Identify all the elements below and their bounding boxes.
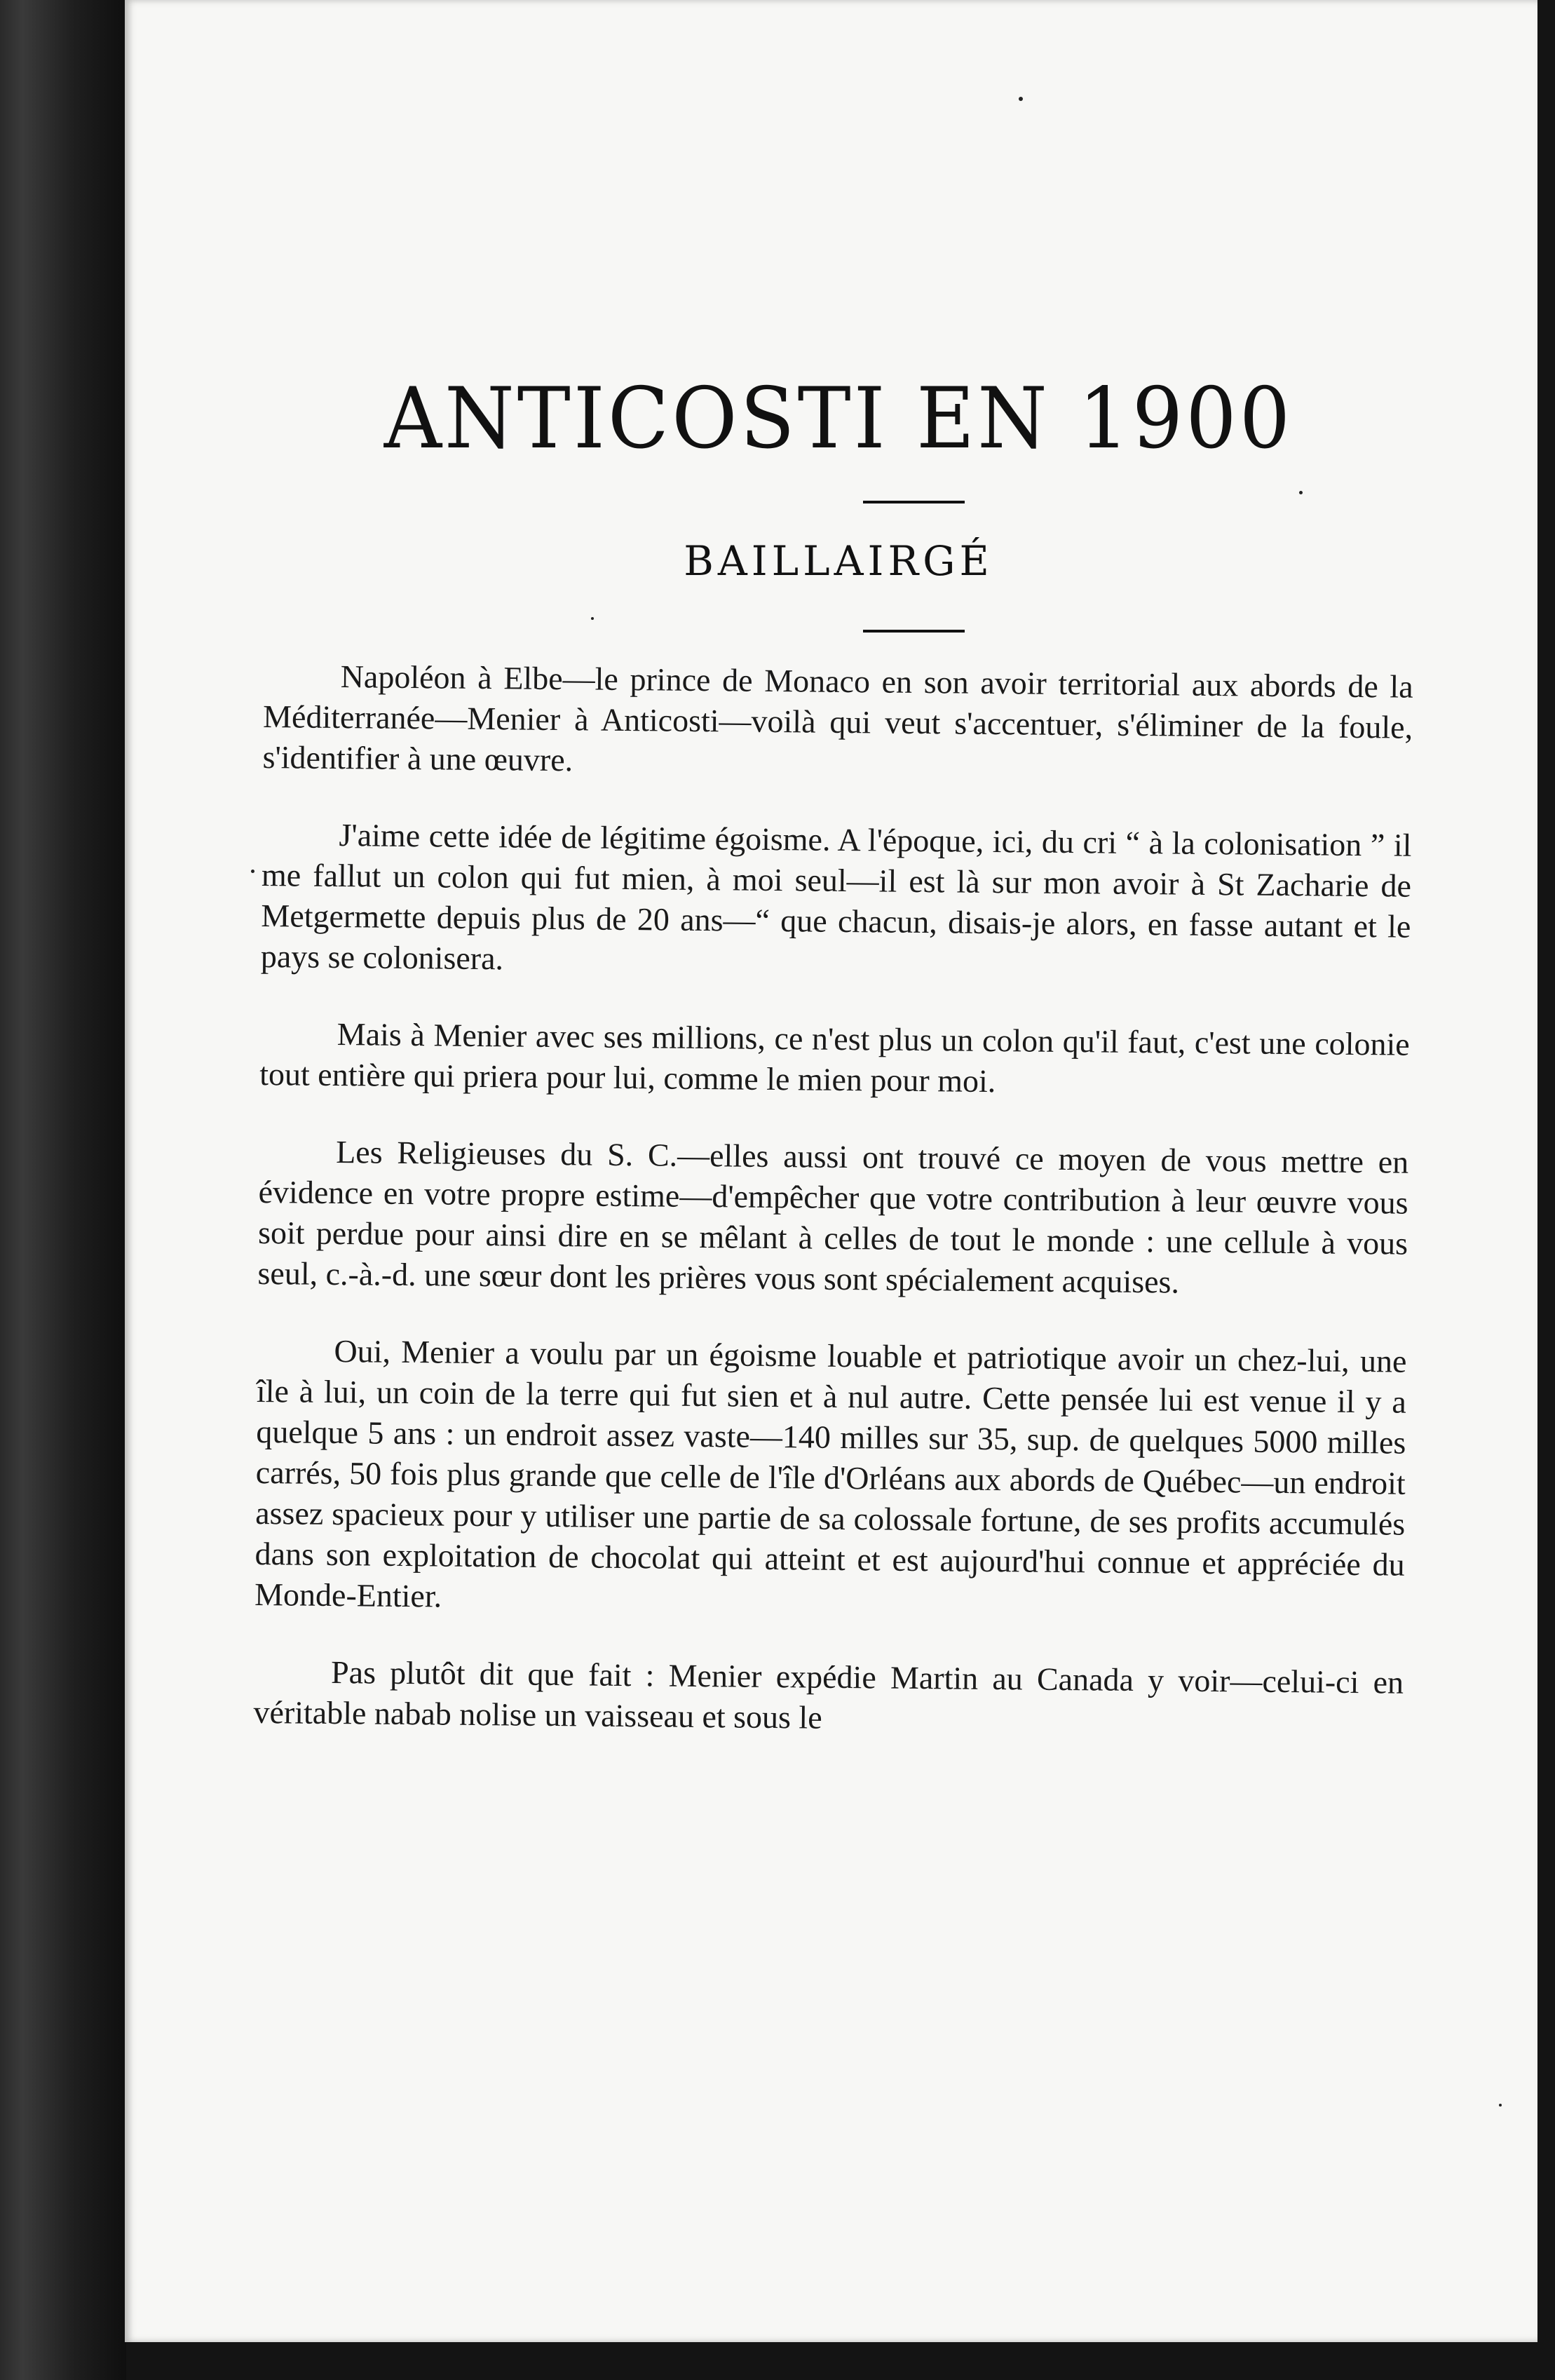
- author-name: BAILLAIRGÉ: [684, 537, 993, 585]
- page-sheet: [125, 0, 1537, 2342]
- paragraph: Mais à Menier avec ses millions, ce n'est plus un colon qu'il faut, c'est une colonie tout entière qui priera pour lui, comme le mien pour moi.: [259, 1016, 1411, 1100]
- paragraph: Napoléon à Elbe—le prince de Monaco en son avoir territorial aux abords de la Méditerranée—Menier à Anticosti—voilà qui veut s'accentuer, s'éliminer de la foule, s'identifier à une œuvre.: [262, 658, 1413, 778]
- page-title: ANTICOSTI EN 1900: [383, 369, 1293, 468]
- scan-speck: [251, 870, 254, 873]
- title-divider: [863, 501, 965, 503]
- scan-speck: [1499, 2104, 1502, 2107]
- body-text: [253, 656, 1413, 1780]
- scan-speck: [1299, 491, 1303, 494]
- paragraph: Pas plutôt dit que fait : Menier expédie Martin au Canada y voir—celui-ci en véritable nabab nolise un vaisseau et sous le: [253, 1654, 1404, 1736]
- paragraph: Les Religieuses du S. C.—elles aussi ont trouvé ce moyen de vous mettre en évidence en votre propre estime—d'empêcher que votre contribution à leur œuvre vous soit perdue pour ainsi dire en se mêlant à celles de tout le monde : une cellule à vous seul, c.-à.-d. une sœur dont les prières vous sont spécialement acquises.: [257, 1134, 1409, 1300]
- scan-speck: [591, 617, 594, 620]
- scan-speck: [1019, 97, 1023, 101]
- book-spine: [0, 0, 126, 2380]
- paragraph: J'aime cette idée de légitime égoisme. A l'époque, ici, du cri “ à la colonisation ” il me fallut un colon qui fut mien, à moi seul—il est là sur mon avoir à St Zacharie de Metgermette depuis plus de 20 ans—“ que chacun, disais-je alors, en fasse autant et le pays se colonisera.: [260, 817, 1412, 977]
- paragraph: Oui, Menier a voulu par un égoisme louable et patriotique avoir un chez-lui, une île à lui, un coin de la terre qui fut sien et à nul autre. Cette pensée lui est venue il y a quelque 5 ans : un endroit assez vaste—140 milles sur 35, sup. de quelques 5000 milles carrés, 50 fois plus grande que celle de l'île d'Orléans aux abords de Québec—un endroit assez spacieux pour y utiliser une partie de sa colossale fortune, de ses profits accumulés dans son exploitation de chocolat qui atteint et est aujourd'hui connue et appréciée du Monde-Entier.: [254, 1333, 1407, 1614]
- author-divider: [863, 630, 965, 633]
